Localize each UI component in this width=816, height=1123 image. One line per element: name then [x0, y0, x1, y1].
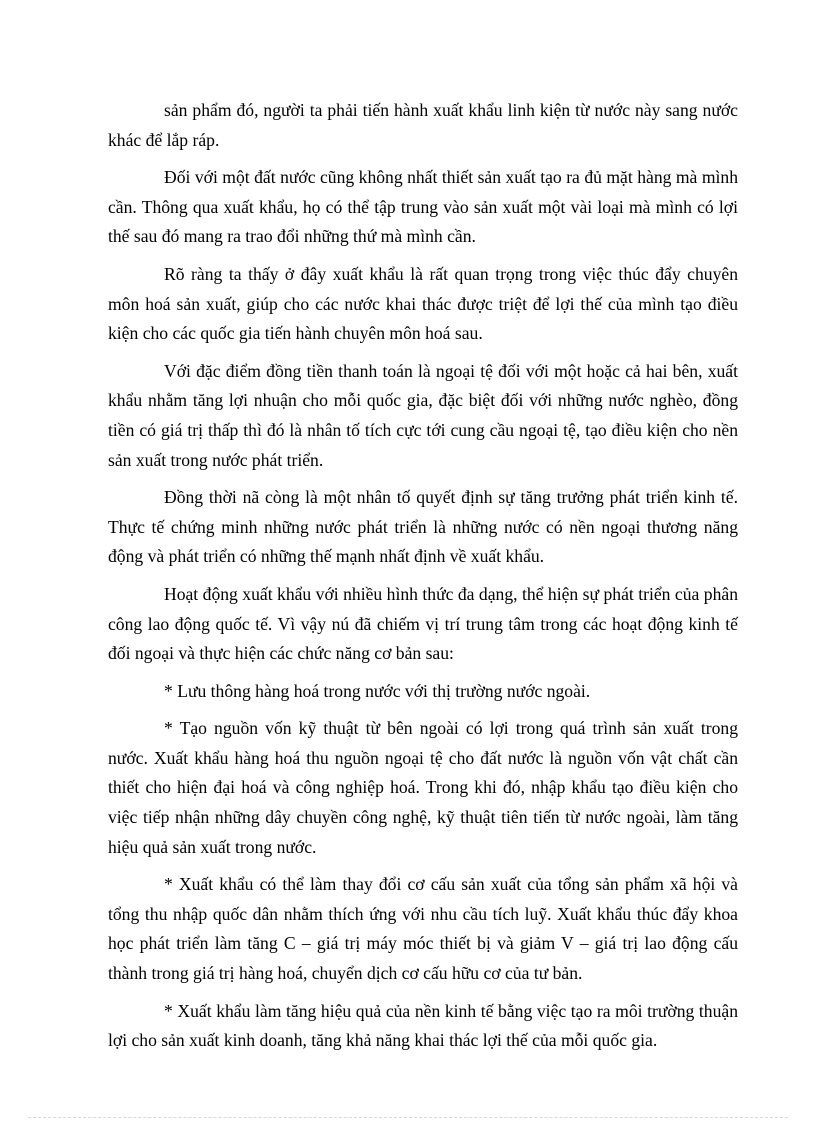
paragraph-continuation: sản phẩm đó, người ta phải tiến hành xuất khẩu linh kiện từ nước này sang nước khác để lắp ráp.	[108, 100, 738, 150]
page-bottom-divider	[28, 1117, 788, 1118]
paragraph-export-functions: Hoạt động xuất khẩu với nhiều hình thức đa dạng, thể hiện sự phát triển của phân công lao động quốc tế. Vì vậy nú đã chiếm vị trí trung tâm trong các hoạt động kinh tế đối ngoại và thực hiện các chức năng cơ bản sau:	[108, 583, 738, 664]
paragraph-foreign-currency: Với đặc điểm đồng tiền thanh toán là ngoại tệ đối với một hoặc cả hai bên, xuất khẩu nhằm tăng lợi nhuận cho mỗi quốc gia, đặc biệt đối với những nước nghèo, đồng tiền có giá trị thấp thì đó là nhân tố tích cực tới cung cầu ngoại tệ, tạo điều kiện cho nền sản xuất trong nước phát triển.	[108, 360, 738, 470]
paragraph-export-importance: Rõ ràng ta thấy ở đây xuất khẩu là rất quan trọng trong việc thúc đẩy chuyên môn hoá sản xuất, giúp cho các nước khai thác được triệt để lợi thế của mình tạo điều kiện cho các quốc gia tiến hành chuyên môn hoá sau.	[108, 263, 738, 344]
bullet-structure-change: * Xuất khẩu có thể làm thay đổi cơ cấu sản xuất của tổng sản phẩm xã hội và tổng thu nhập quốc dân nhằm thích ứng với nhu cầu tích luỹ. Xuất khẩu thúc đẩy khoa học phát triển làm tăng C – giá trị máy móc thiết bị và giảm V – giá trị lao động cấu thành trong giá trị hàng hoá, chuyển dịch cơ cấu hữu cơ của tư bản.	[108, 874, 738, 984]
paragraph-specialization: Đối với một đất nước cũng không nhất thiết sản xuất tạo ra đủ mặt hàng mà mình cần. Thông qua xuất khẩu, họ có thể tập trung vào sản xuất một vài loại mà mình có lợi thế sau đó mang ra trao đổi những thứ mà mình cần.	[108, 167, 738, 247]
bullet-capital-technology: * Tạo nguồn vốn kỹ thuật từ bên ngoài có lợi trong quá trình sản xuất trong nước. Xuất khẩu hàng hoá thu nguồn ngoại tệ cho đất nước là nguồn vốn vật chất cần thiết cho hiện đại hoá và công nghiệp hoá. Trong khi đó, nhập khẩu tạo điều kiện cho việc tiếp nhận những dây chuyền công nghệ, kỹ thuật tiên tiến từ nước ngoài, làm tăng hiệu quả sản xuất trong nước.	[108, 718, 738, 857]
bullet-goods-circulation: * Lưu thông hàng hoá trong nước với thị trường nước ngoài.	[164, 680, 591, 701]
paragraph-growth-factor: Đồng thời nã còng là một nhân tố quyết định sự tăng trưởng phát triển kinh tế. Thực tế chứng minh những nước phát triển là những nước có nền ngoại thương năng động và phát triển có những thế mạnh nhất định về xuất khẩu.	[108, 487, 738, 567]
bullet-economic-efficiency: * Xuất khẩu làm tăng hiệu quả của nền kinh tế bằng việc tạo ra môi trường thuận lợi cho sản xuất kinh doanh, tăng khả năng khai thác lợi thế của mỗi quốc gia.	[108, 1000, 738, 1051]
